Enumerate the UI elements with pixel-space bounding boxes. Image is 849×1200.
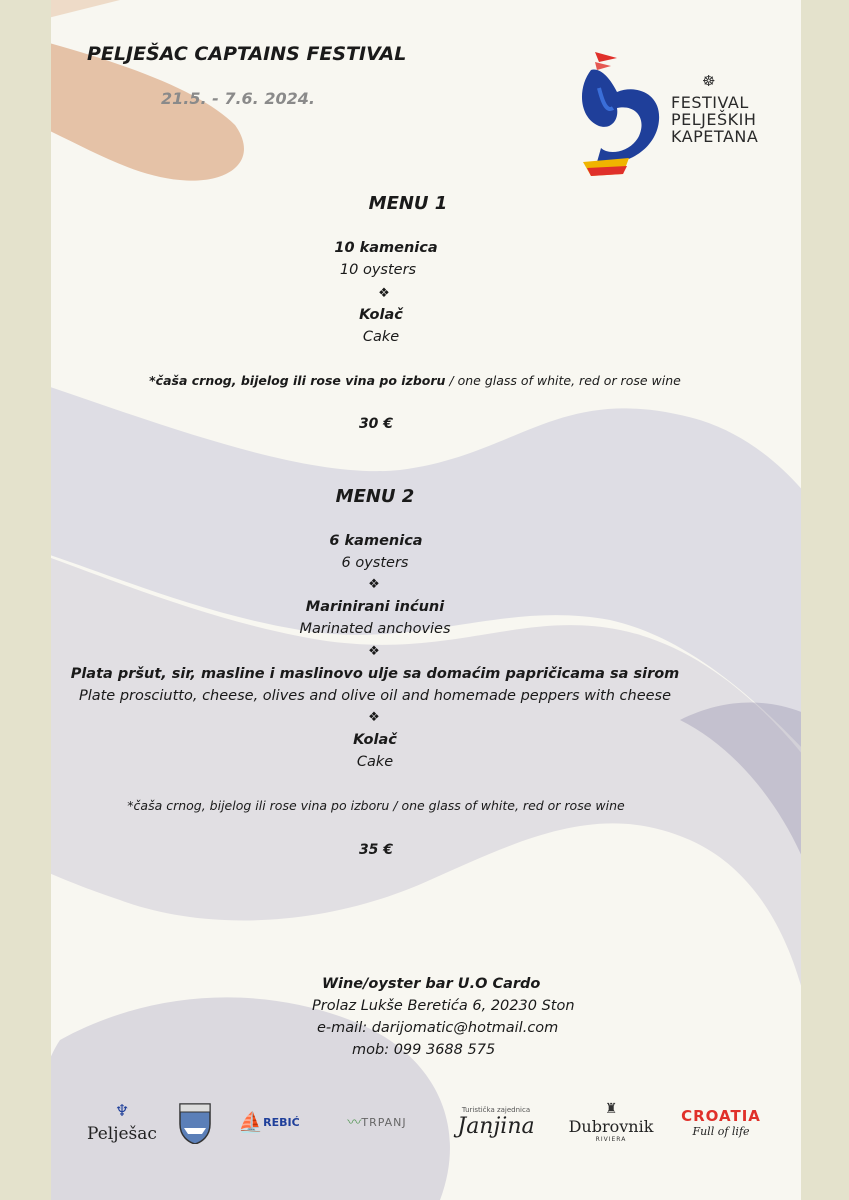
menu2-item4-en: Cake (356, 754, 394, 770)
sponsor-janjina (441, 1092, 551, 1152)
sailboat-icon: ⛵ (238, 1110, 264, 1134)
menu1-wine-note-en: / one glass of white, red or rose wine (445, 373, 681, 388)
sponsor-janjina-small: Turistička zajednica (461, 1105, 531, 1114)
dubrovnik-tower-icon: ♜ (604, 1101, 618, 1117)
menu1-price: 30 € (358, 416, 394, 432)
sponsor-croatia-tag: Full of life (692, 1124, 750, 1138)
venue-address: Prolaz Lukše Beretića 6, 20230 Ston (312, 998, 575, 1014)
menu2-item2-hr: Marinirani inćuni (305, 599, 445, 615)
separator-icon: ❖ (368, 644, 380, 659)
venue-mobile: mob: 099 3688 575 (352, 1042, 496, 1058)
sponsor-orebic-label: REBIĆ (263, 1115, 300, 1129)
logo-line: PELJEŠKIH (671, 110, 757, 129)
sponsor-dubrovnik (561, 1092, 661, 1152)
sponsor-peljesac-label: Pelješac (87, 1123, 157, 1144)
logo-line: KAPETANA (671, 127, 759, 146)
menu2-item3-hr: Plata pršut, sir, masline i maslinovo ulje sa domaćim papričicama sa sirom (70, 666, 680, 682)
menu1-heading: MENU 1 (368, 193, 448, 214)
separator-icon: ❖ (368, 577, 380, 592)
menu1-item2-hr: Kolač (359, 307, 403, 323)
sponsor-dubrovnik-label: Dubrovnik (568, 1117, 654, 1136)
menu2-price: 35 € (358, 842, 394, 858)
sponsor-trpanj-label: TRPANJ (361, 1115, 407, 1129)
sponsor-janjina-label: Janjina (457, 1113, 535, 1139)
festival-logo (577, 48, 667, 180)
separator-icon: ❖ (378, 286, 390, 301)
menu-page (51, 0, 801, 1200)
festival-dates: 21.5. - 7.6. 2024. (161, 89, 315, 108)
sponsor-trpanj (317, 1092, 437, 1152)
menu2-item2-en: Marinated anchovies (299, 621, 451, 637)
sponsor-orebic (234, 1092, 304, 1152)
sponsor-dubrovnik-sub: RIVIERA (595, 1136, 627, 1143)
sponsor-peljesac (83, 1092, 161, 1152)
menu1-wine-note-hr: *čaša crnog, bijelog ili rose vina po izboru (149, 373, 446, 388)
festival-logo-text (671, 94, 758, 145)
ston-coat-of-arms-icon (178, 1098, 212, 1144)
menu2-item3-en: Plate prosciutto, cheese, olives and olive oil and homemade peppers with cheese (78, 688, 672, 704)
menu1-wine-note (51, 373, 790, 388)
menu2-item1-hr: 6 kamenica (329, 533, 423, 549)
sponsor-croatia-label: CROATIA (681, 1106, 761, 1125)
sponsor-croatia (671, 1092, 771, 1152)
venue-name: Wine/oyster bar U.O Cardo (322, 976, 541, 992)
menu1-item1-hr: 10 kamenica (334, 240, 438, 256)
logo-line: FESTIVAL (671, 93, 749, 112)
peljesac-emblem-icon: ♆ (114, 1100, 130, 1120)
menu2-item1-en: 6 oysters (341, 555, 409, 571)
menu2-wine-note: *čaša crnog, bijelog ili rose vina po izboru / one glass of white, red or rose wine (127, 798, 625, 813)
menu2-item4-hr: Kolač (353, 732, 397, 748)
menu1-item2-en: Cake (362, 329, 400, 345)
venue-email[interactable]: e-mail: darijomatic@hotmail.com (317, 1020, 559, 1036)
trpanj-wave-icon: 〰 (347, 1115, 362, 1131)
ship-wheel-icon: ☸ (702, 72, 716, 90)
menu1-item1-en: 10 oysters (339, 262, 417, 278)
menu2-heading: MENU 2 (335, 486, 415, 507)
page-title: PELJEŠAC CAPTAINS FESTIVAL (87, 43, 407, 65)
separator-icon: ❖ (368, 710, 380, 725)
